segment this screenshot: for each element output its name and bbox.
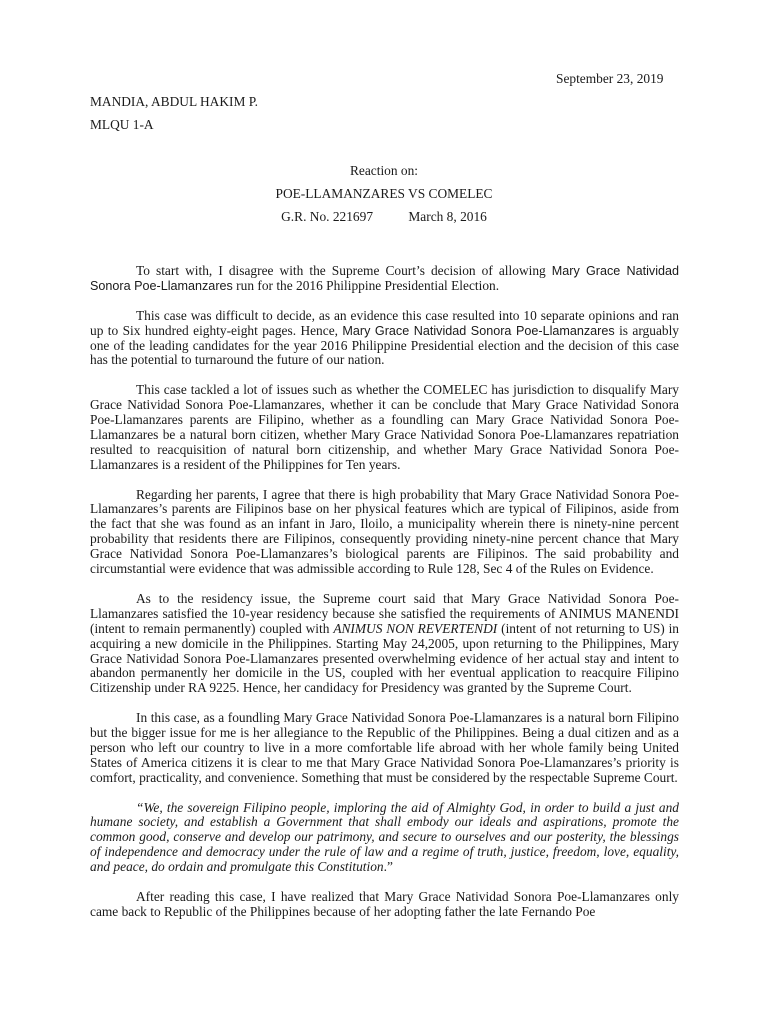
paragraph-text: This case tackled a lot of issues such as whether the COMELEC has jurisdiction to disqualify bbox=[136, 382, 650, 398]
quote-end: .” bbox=[383, 859, 393, 875]
paragraph-text-name: Mary Grace Natividad Sonora Poe-Llamanzares bbox=[90, 264, 680, 293]
paragraph-text-italic: ANIMUS NON REVERTENDI bbox=[333, 620, 498, 636]
constitution-quote bbox=[90, 801, 679, 876]
paragraph-text: As to the residency issue, the Supreme court said that Mary Grace Natividad Sonora Poe-Llamanzares satisfied the 10-year residency because she satisfied the requirements of ANIMUS MANENDI (intent to remain permanently) coupled with bbox=[90, 590, 679, 636]
paragraph-text: In this case, as a foundling Mary Grace bbox=[136, 710, 352, 726]
paragraph-text: After reading this case, I have realized that Mary Grace Natividad Sonora Poe-Llamanzares only came back to Republic of the Philippines because of her adopting father the late Fernando Poe bbox=[90, 888, 679, 919]
paragraph-text: Regarding her parents, I agree that there is high probability that Mary Grace Natividad Sonora Poe-Llamanzares’s parents are Filipinos base on her physical features which are typical of Filipinos, aside from the fact that she was found as an infant in Jaro, Iloilo, a municipality wherein there is ninety-nine percent probability that residents there are Filipinos, consequently providing ninety-nine percent chance that Mary Grace Natividad Sonora Poe-Llamanzares’s biological parents are Filipinos. The said probability and circumstantial were evidence that was admissible according to Rule 128, Sec 4 of the Rules on Evidence. bbox=[90, 486, 679, 577]
paragraph-allegiance bbox=[90, 711, 679, 786]
paragraph-text: To start with, I disagree with the Supreme Court’s decision of allowing bbox=[136, 263, 552, 278]
paragraph-text: is arguably one of the leading candidates for the year 2016 Philippine Presidential election and the decision of this case has the potential to turnaround the future of our nation. bbox=[90, 322, 679, 368]
document-date: September 23, 2019 bbox=[556, 71, 664, 86]
paragraph-difficulty bbox=[90, 309, 679, 369]
case-title: POE-LLAMANZARES VS COMELEC bbox=[275, 186, 493, 201]
paragraph-issues bbox=[90, 383, 679, 472]
document-body bbox=[90, 264, 679, 935]
paragraph-text: Natividad Sonora Poe-Llamanzares is a natural born Filipino but the bigger issue for me is her allegiance to the Republic of the Philippines. Being a dual citizen and as a person who left our country to live in a more comfortable life abroad with her whole family being United States of America citizens it is clear to me that Mary Grace Natividad Sonora Poe-Llamanzares’s priority is comfort, practicality, and convenience. Something that must be considered by the respectable Supreme Court. bbox=[90, 710, 679, 785]
gr-number: G.R. No. 221697 bbox=[281, 209, 374, 224]
author-section: MLQU 1-A bbox=[90, 117, 154, 132]
author-name: MANDIA, ABDUL HAKIM P. bbox=[90, 94, 259, 109]
case-reference bbox=[0, 210, 768, 225]
paragraph-text-name: Mary Grace Natividad Sonora Poe-Llamanzares bbox=[342, 323, 615, 338]
paragraph-text: Mary Grace Natividad Sonora Poe-Llamanzares, whether it can be conclude that Mary Grace Natividad Sonora Poe-Llamanzares parents are Filipino, whether as a foundling can Mary Grace Natividad Sonora Poe-Llamanzares be a natural born citizen, whether Mary Grace Natividad Sonora Poe-Llamanzares repatriation resulted to reacquisition of natural born citizenship, and whether Mary Grace Natividad Sonora Poe-Llamanzares is a resident of the Philippines for Ten years. bbox=[90, 382, 679, 472]
paragraph-residency bbox=[90, 592, 679, 696]
paragraph-text: (intent of not returning to US) in acquiring a new domicile in the Philippines. Starting May 24,2005, upon returning to the Philippines, Mary Grace Natividad Sonora Poe-Llamanzares presented overwhelming evidence of her actual stay and intent to abandon permanently her domicile in the US, coupled with her eventual application to reacquire Filipino Citizenship under RA 9225. Hence, her candidacy for Presidency was granted by the Supreme Court. bbox=[90, 620, 679, 696]
reaction-heading: Reaction on: bbox=[349, 163, 419, 178]
paragraph-text: This case was difficult to decide, as an evidence this case resulted into 10 separate opinions and ran up to Six hundred eighty-eight pages. Hence, bbox=[90, 307, 679, 338]
gr-date: March 8, 2016 bbox=[408, 209, 487, 224]
paragraph-text: run for the 2016 Philippine Presidential Election. bbox=[232, 277, 500, 293]
paragraph-closing bbox=[90, 890, 679, 920]
quote-text: “We, the sovereign Filipino people, imploring the aid of Almighty God, in order to build a just and humane society, and establish a Government that shall embody our ideals and aspirations, promote the common good, conserve and develop our patrimony, and secure to ourselves and our posterity, the blessings of independence and democracy under the rule of law and a regime of truth, justice, freedom, love, equality, and peace, do ordain and promulgate this Constitution bbox=[90, 799, 679, 875]
paragraph-parents bbox=[90, 488, 679, 577]
paragraph-intro bbox=[90, 264, 679, 294]
